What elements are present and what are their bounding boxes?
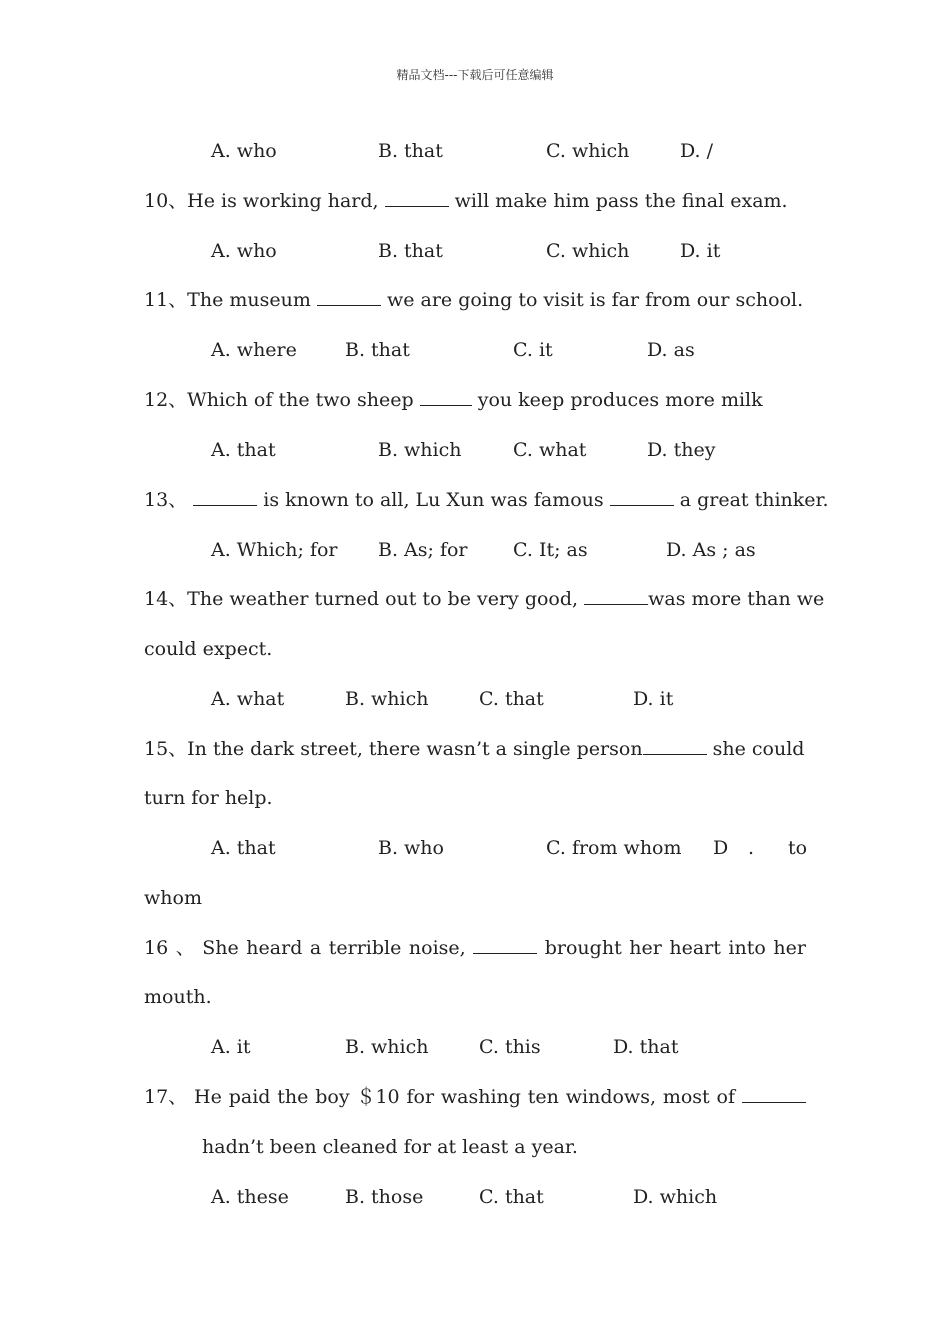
question-text: was more than we (648, 588, 825, 611)
word: 17、 (144, 1086, 188, 1108)
option-c: C. this (479, 1036, 541, 1058)
option-c: C. it (513, 339, 553, 361)
question-17 (144, 1085, 806, 1109)
question-text: 11、The museum (144, 289, 317, 312)
word: paid (228, 1086, 271, 1108)
option-a: A. that (211, 439, 276, 461)
option-a: A. it (211, 1036, 251, 1058)
option-a: A. Which; for (211, 539, 338, 561)
question-text: will make him pass the final exam. (448, 190, 788, 213)
question-14-continued: could expect. (144, 638, 273, 660)
word: the (277, 1086, 309, 1108)
option-a: A. that (211, 837, 276, 859)
question-10 (144, 189, 788, 213)
question-text: is known to all, Lu Xun was famous (257, 489, 610, 512)
option-c: C. that (479, 1186, 544, 1208)
question-14 (144, 587, 824, 611)
option-d: D. / (680, 140, 714, 162)
question-16-continued: mouth. (144, 986, 212, 1008)
word: 、 (175, 937, 195, 959)
answer-blank (385, 189, 449, 207)
word: brought (544, 937, 622, 959)
word: her (629, 937, 662, 959)
option-d: D. As ; as (666, 539, 756, 561)
word: most (662, 1086, 710, 1108)
option-b: B. which (345, 1036, 429, 1058)
option-b: B. those (345, 1186, 424, 1208)
word: into (728, 937, 766, 959)
answer-blank (742, 1085, 806, 1103)
page-header: 精品文档---下载后可任意编辑 (396, 68, 554, 82)
answer-blank (643, 737, 707, 755)
word: of (716, 1086, 735, 1108)
question-text: 12、Which of the two sheep (144, 389, 420, 412)
option-a: A. who (211, 240, 277, 262)
option-c: C. which (546, 140, 630, 162)
option-b: B. which (345, 688, 429, 710)
answer-blank (317, 288, 381, 306)
option-a: A. these (211, 1186, 289, 1208)
answer-blank (610, 488, 674, 506)
word: heard (246, 937, 303, 959)
option-d-letter: D (713, 837, 729, 859)
word: boy (315, 1086, 350, 1108)
option-c: C. which (546, 240, 630, 262)
word: a (309, 937, 322, 959)
option-b: B. who (378, 837, 444, 859)
word: her (773, 937, 806, 959)
option-d-text: to (788, 837, 808, 859)
option-d: D. it (680, 240, 721, 262)
answer-blank (193, 488, 257, 506)
word: terrible (328, 937, 402, 959)
option-b: B. that (378, 240, 443, 262)
option-d-dot: . (748, 837, 755, 859)
question-text: 13、 (144, 489, 194, 512)
answer-blank (473, 936, 537, 954)
option-b: B. that (378, 140, 443, 162)
word: She (202, 937, 239, 959)
question-text: you keep produces more milk (471, 389, 763, 412)
question-text: 10、He is working hard, (144, 190, 385, 213)
word: windows, (565, 1086, 656, 1108)
question-text: she could (706, 738, 805, 761)
question-16 (144, 936, 806, 960)
word: ten (527, 1086, 559, 1108)
word: for (406, 1086, 435, 1108)
word: heart (669, 937, 721, 959)
option-c: C. that (479, 688, 544, 710)
word: 16 (144, 937, 169, 959)
option-d: D. they (647, 439, 716, 461)
question-12 (144, 388, 763, 412)
answer-blank (584, 587, 648, 605)
word: ＄10 (356, 1086, 400, 1108)
question-15 (144, 737, 804, 761)
question-17-continued: hadn’t been cleaned for at least a year. (202, 1136, 578, 1158)
question-11 (144, 288, 803, 312)
option-a: A. what (211, 688, 285, 710)
option-c: C. from whom (546, 837, 682, 859)
option-b: B. that (345, 339, 410, 361)
option-d: D. which (633, 1186, 718, 1208)
answer-blank (420, 388, 472, 406)
question-15-continued: turn for help. (144, 787, 273, 809)
option-a: A. who (211, 140, 277, 162)
option-a: A. where (211, 339, 297, 361)
option-d: D. it (633, 688, 674, 710)
option-c: C. It; as (513, 539, 588, 561)
question-text: 15、In the dark street, there wasn’t a single person (144, 738, 643, 761)
word: washing (440, 1086, 521, 1108)
question-13 (144, 488, 829, 512)
option-c: C. what (513, 439, 587, 461)
word: noise, (408, 937, 466, 959)
question-text: 14、The weather turned out to be very good, (144, 588, 585, 611)
option-b: B. which (378, 439, 462, 461)
option-d: D. as (647, 339, 695, 361)
question-text: we are going to visit is far from our school. (380, 289, 804, 312)
option-d-continued: whom (144, 887, 202, 909)
option-d: D. that (613, 1036, 679, 1058)
question-text: a great thinker. (673, 489, 829, 512)
option-b: B. As; for (378, 539, 468, 561)
word: He (194, 1086, 222, 1108)
